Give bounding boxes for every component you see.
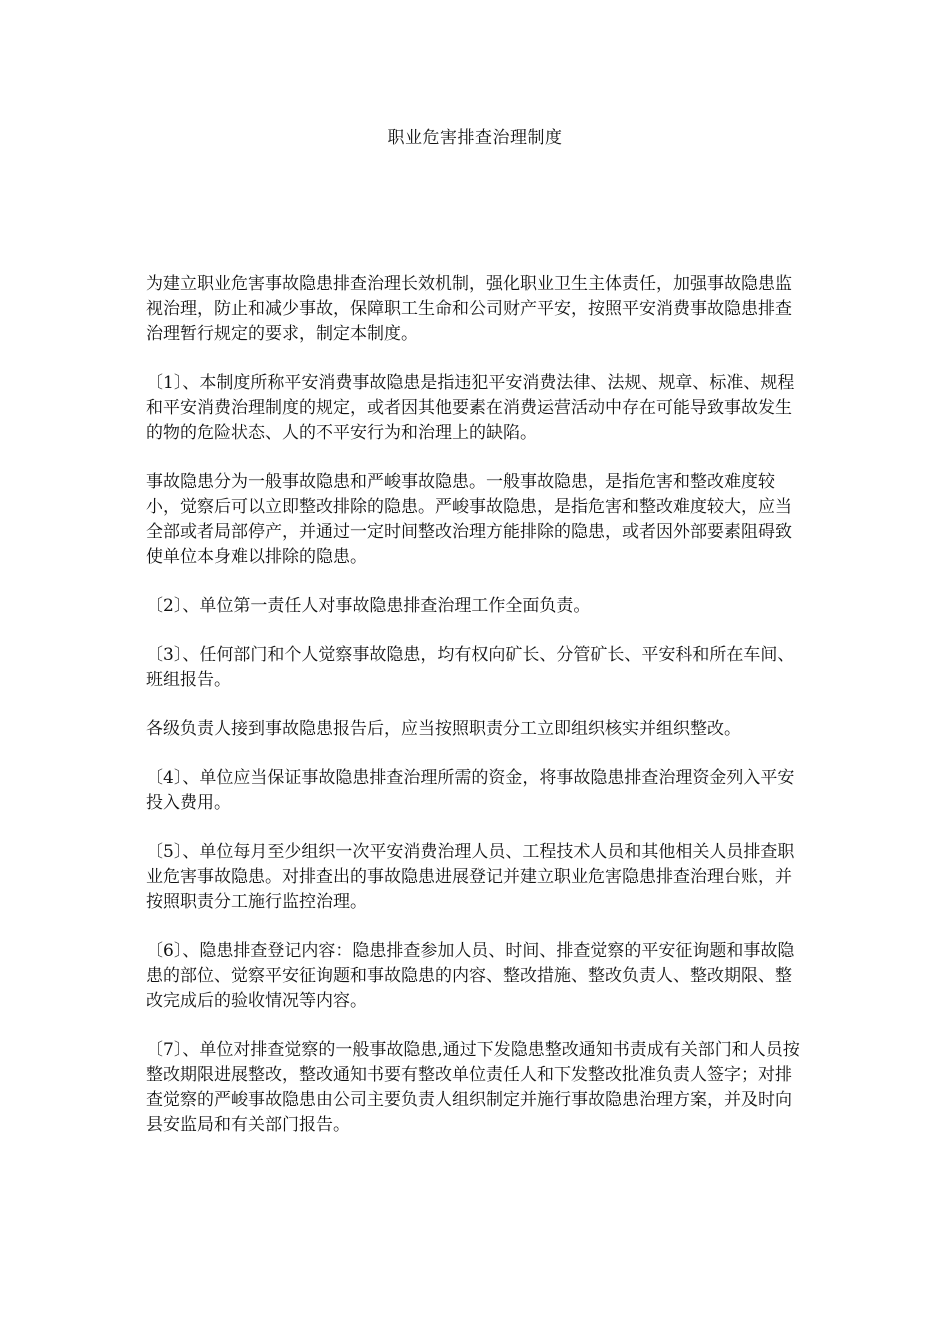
paragraph-item-4: 〔4〕、单位应当保证事故隐患排查治理所需的资金，将事故隐患排查治理资金列入平安投入费用。: [146, 768, 795, 813]
paragraph-item-2: 〔2〕、单位第一责任人对事故隐患排查治理工作全面负责。: [146, 596, 591, 616]
document-title: 职业危害排查治理制度: [387, 128, 563, 148]
paragraph-item-1: 〔1〕、本制度所称平安消费事故隐患是指违犯平安消费法律、法规、规章、标准、规程和平安消费治理制度的规定，或者因其他要素在消费运营活动中存在可能导致事故发生的物的危险状态、人的不平安行为和治理上的缺陷。: [146, 373, 795, 443]
paragraph-hazard-classification: 事故隐患分为一般事故隐患和严峻事故隐患。一般事故隐患，是指危害和整改难度较小，觉察后可以立即整改排除的隐患。严峻事故隐患，是指危害和整改难度较大，应当全部或者局部停产，并通过一定时间整改治理方能排除的隐患，或者因外部要素阻碍致使单位本身难以排除的隐患。: [146, 472, 792, 567]
paragraph-report-handling: 各级负责人接到事故隐患报告后，应当按照职责分工立即组织核实并组织整改。: [146, 719, 741, 739]
paragraph-item-5: 〔5〕、单位每月至少组织一次平安消费治理人员、工程技术人员和其他相关人员排查职业危害事故隐患。对排查出的事故隐患进展登记并建立职业危害隐患排查治理台账，并按照职责分工施行监控治理。: [146, 842, 795, 912]
paragraph-item-3: 〔3〕、任何部门和个人觉察事故隐患，均有权向矿长、分管矿长、平安科和所在车间、班组报告。: [146, 645, 795, 690]
paragraph-item-7: 〔7〕、单位对排查觉察的一般事故隐患,通过下发隐患整改通知书责成有关部门和人员按整改期限进展整改，整改通知书要有整改单位责任人和下发整改批准负责人签字；对排查觉察的严峻事故隐患由公司主要负责人组织制定并施行事故隐患治理方案，并及时向县安监局和有关部门报告。: [146, 1040, 800, 1135]
document-body: [146, 272, 808, 1162]
paragraph-intro: 为建立职业危害事故隐患排查治理长效机制，强化职业卫生主体责任，加强事故隐患监视治理，防止和减少事故，保障职工生命和公司财产平安，按照平安消费事故隐患排查治理暂行规定的要求，制定本制度。: [146, 274, 792, 344]
paragraph-item-6: 〔6〕、隐患排查登记内容：隐患排查参加人员、时间、排查觉察的平安征询题和事故隐患的部位、觉察平安征询题和事故隐患的内容、整改措施、整改负责人、整改期限、整改完成后的验收情况等内容。: [146, 941, 795, 1011]
